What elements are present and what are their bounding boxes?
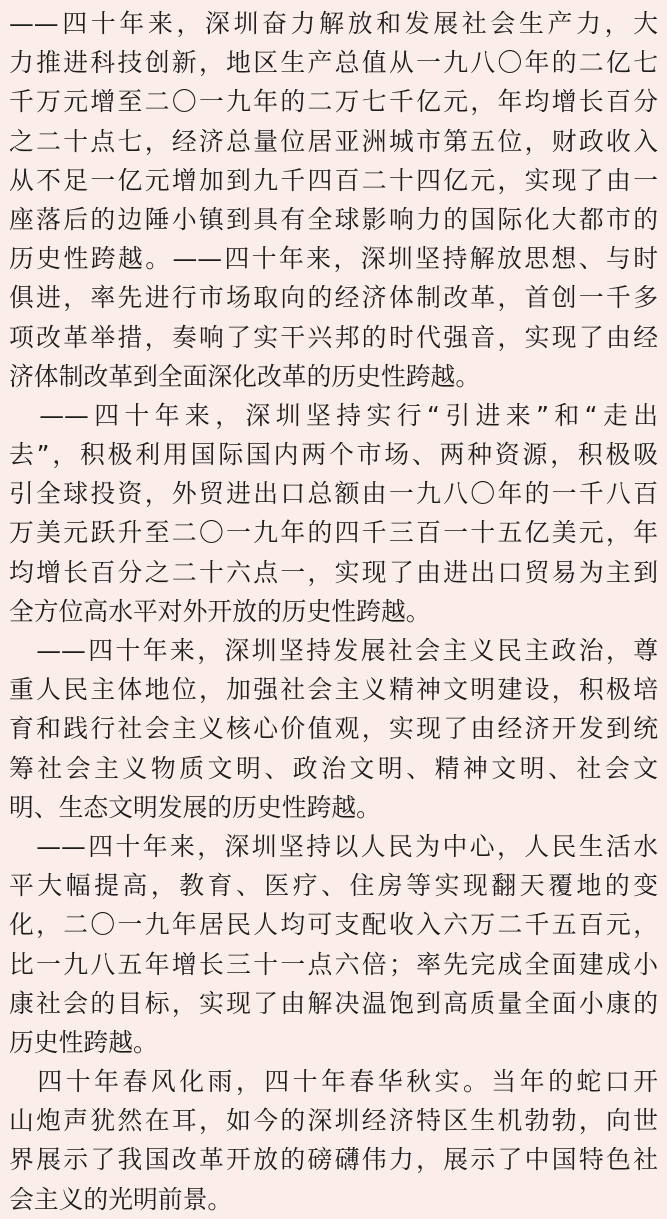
text-line: 筹社会主义物质文明、政治文明、精神文明、社会文 — [9, 753, 658, 783]
text-line: 之二十点七，经济总量位居亚洲城市第五位，财政收入 — [9, 126, 658, 156]
text-line: 引全球投资，外贸进出口总额由一九八〇年的一千八百 — [9, 479, 658, 509]
text-line: 力推进科技创新，地区生产总值从一九八〇年的二亿七 — [9, 48, 658, 78]
text-line: 历史性跨越。——四十年来，深圳坚持解放思想、与时 — [9, 244, 658, 274]
text-line: 界展示了我国改革开放的磅礴伟力，展示了中国特色社 — [9, 1145, 658, 1175]
text-line: 四十年春风化雨，四十年春华秋实。当年的蛇口开 — [9, 1067, 658, 1097]
text-line: 万美元跃升至二〇一九年的四千三百一十五亿美元，年 — [9, 518, 658, 548]
text-line: 俱进，率先进行市场取向的经济体制改革，首创一千多 — [9, 283, 658, 313]
text-line: ——四十年来，深圳奋力解放和发展社会生产力，大 — [9, 9, 658, 38]
text-line: ——四十年来，深圳坚持以人民为中心，人民生活水 — [9, 831, 658, 861]
text-line: ——四十年来，深圳坚持实行“引进来”和“走出 — [9, 400, 658, 430]
text-line: 从不足一亿元增加到九千四百二十四亿元，实现了由一 — [9, 165, 658, 195]
text-line: 座落后的边陲小镇到具有全球影响力的国际化大都市的 — [9, 204, 658, 234]
text-line: 全方位高水平对外开放的历史性跨越。 — [9, 596, 431, 626]
text-line: 济体制改革到全面深化改革的历史性跨越。 — [9, 361, 481, 391]
text-line: 山炮声犹然在耳，如今的深圳经济特区生机勃勃，向世 — [9, 1106, 658, 1136]
text-line: 会主义的光明前景。 — [9, 1184, 233, 1214]
text-line: 明、生态文明发展的历史性跨越。 — [9, 792, 381, 822]
text-line: ——四十年来，深圳坚持发展社会主义民主政治，尊 — [9, 636, 658, 665]
text-line: 重人民主体地位，加强社会主义精神文明建设，积极培 — [9, 675, 658, 705]
text-line: 康社会的目标，实现了由解决温饱到高质量全面小康的 — [9, 988, 658, 1018]
text-line: 平大幅提高，教育、医疗、住房等实现翻天覆地的变 — [9, 871, 658, 901]
text-line: 育和践行社会主义核心价值观，实现了由经济开发到统 — [9, 714, 658, 744]
text-line: 千万元增至二〇一九年的二万七千亿元，年均增长百分 — [9, 87, 658, 117]
text-line: 比一九八五年增长三十一点六倍；率先完成全面建成小 — [9, 949, 658, 979]
text-line: 化，二〇一九年居民人均可支配收入六万二千五百元， — [9, 910, 658, 940]
text-line: 均增长百分之二十六点一，实现了由进出口贸易为主到 — [9, 557, 658, 587]
text-line: 历史性跨越。 — [9, 1027, 158, 1057]
text-line: 项改革举措，奏响了实干兴邦的时代强音，实现了由经 — [9, 322, 658, 352]
text-line: 去”，积极利用国际国内两个市场、两种资源，积极吸 — [9, 440, 658, 470]
